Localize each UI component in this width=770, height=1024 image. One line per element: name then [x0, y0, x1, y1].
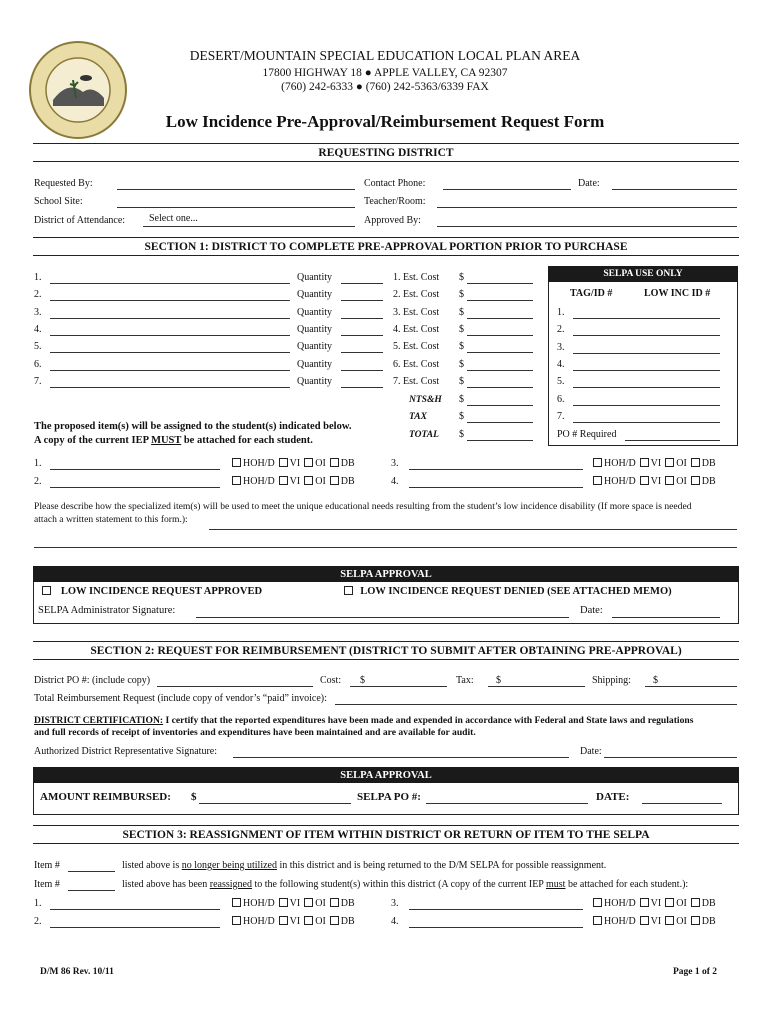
- assign-note-1: The proposed item(s) will be assigned to the student(s) indicated below.: [34, 421, 352, 432]
- requested-by-label: Requested By:: [34, 178, 93, 189]
- oi-checkbox[interactable]: [304, 458, 313, 467]
- reassign-line-1: listed above is no longer being utilized in this district and is being returned to the D/M SELPA for possible reassignment.: [122, 860, 607, 871]
- vi-checkbox[interactable]: [640, 458, 649, 467]
- est-cost-label: 2. Est. Cost: [393, 289, 440, 301]
- est-cost-label: 5. Est. Cost: [393, 341, 440, 353]
- vi-checkbox[interactable]: [279, 476, 288, 485]
- hohd-checkbox-label: HOH/D: [243, 898, 275, 909]
- vi-checkbox-label: VI: [650, 898, 662, 909]
- describe-field-2[interactable]: [34, 547, 737, 548]
- date-field[interactable]: [612, 189, 737, 190]
- est-cost-field[interactable]: [467, 387, 533, 388]
- student-name-field[interactable]: [409, 909, 583, 910]
- org-name: DESERT/MOUNTAIN SPECIAL EDUCATION LOCAL PLAN AREA: [189, 48, 581, 63]
- selpa-approval-heading-2: SELPA APPROVAL: [33, 767, 739, 783]
- quantity-field[interactable]: [341, 370, 383, 371]
- disability-checkboxes: [228, 458, 355, 470]
- amount-reimbursed-label: AMOUNT REIMBURSED:: [40, 791, 171, 803]
- student-name-field[interactable]: [50, 469, 220, 470]
- date-label: Date:: [578, 178, 600, 189]
- hohd-checkbox-label: HOH/D: [604, 475, 636, 487]
- tax-field[interactable]: [467, 422, 533, 423]
- hohd-checkbox[interactable]: [232, 458, 241, 467]
- vi-checkbox-label: VI: [289, 475, 301, 487]
- selpa-row-number: 7.: [557, 410, 565, 422]
- quantity-field[interactable]: [341, 300, 383, 301]
- district-po-field[interactable]: [157, 686, 313, 687]
- describe-text-2: attach a written statement to this form.):: [34, 514, 188, 525]
- student-number: 3.: [391, 898, 399, 909]
- vi-checkbox-label: VI: [650, 915, 662, 927]
- total-dollar: $: [459, 429, 464, 440]
- item-description-field[interactable]: [50, 370, 290, 371]
- section2-heading: SECTION 2: REQUEST FOR REIMBURSEMENT (DISTRICT TO SUBMIT AFTER OBTAINING PRE-APPROVAL): [33, 641, 739, 660]
- approval1-date-field[interactable]: [612, 617, 720, 618]
- est-cost-label: 6. Est. Cost: [393, 358, 440, 370]
- hohd-checkbox-label: HOH/D: [243, 458, 275, 469]
- student-number: 4.: [391, 475, 399, 487]
- oi-checkbox-label: OI: [676, 475, 687, 487]
- item-number: 3.: [34, 306, 42, 318]
- vi-checkbox[interactable]: [279, 916, 288, 925]
- disability-checkboxes: [589, 916, 716, 928]
- quantity-label: Quantity: [297, 272, 332, 283]
- denied-checkbox[interactable]: [344, 586, 353, 595]
- approval2-date-label: DATE:: [596, 791, 630, 803]
- tax-dollar: $: [459, 411, 464, 422]
- hohd-checkbox[interactable]: [593, 898, 602, 907]
- auth-signature-label: Authorized District Representative Signature:: [34, 746, 218, 757]
- approved-option[interactable]: LOW INCIDENCE REQUEST APPROVED: [38, 586, 262, 598]
- db-checkbox-label: DB: [340, 915, 355, 927]
- section1-heading: SECTION 1: DISTRICT TO COMPLETE PRE-APPROVAL PORTION PRIOR TO PURCHASE: [33, 237, 739, 256]
- cost-label: Cost:: [320, 675, 342, 686]
- org-phone: (760) 242-6333 ● (760) 242-5363/6339 FAX: [281, 81, 489, 93]
- selpa-row-number: 3.: [557, 341, 565, 353]
- est-cost-dollar: $: [459, 323, 464, 335]
- student-name-field[interactable]: [50, 909, 220, 910]
- quantity-label: Quantity: [297, 358, 332, 370]
- requesting-district-heading: REQUESTING DISTRICT: [33, 143, 739, 162]
- student-name-field[interactable]: [50, 487, 220, 488]
- quantity-label: Quantity: [297, 375, 332, 387]
- contact-phone-field[interactable]: [443, 189, 571, 190]
- total-request-label: Total Reimbursement Request (include copy of vendor’s “paid” invoice):: [34, 693, 327, 704]
- denied-option[interactable]: LOW INCIDENCE REQUEST DENIED (SEE ATTACHED MEMO): [340, 586, 672, 598]
- vi-checkbox[interactable]: [279, 898, 288, 907]
- quantity-label: Quantity: [297, 341, 332, 353]
- po-required-label: PO # Required: [557, 429, 617, 440]
- item-description-field[interactable]: [50, 300, 290, 301]
- district-select[interactable]: Select one...: [149, 213, 198, 224]
- selpa-row-number: 1.: [557, 307, 565, 318]
- student-number: 1.: [34, 458, 42, 469]
- selpa-row-number: 2.: [557, 324, 565, 336]
- s2-date-label: Date:: [580, 746, 602, 757]
- item-number: 1.: [34, 272, 42, 283]
- auth-signature-field[interactable]: [233, 757, 569, 758]
- item-description-field[interactable]: [50, 335, 290, 336]
- est-cost-label: 1. Est. Cost: [393, 272, 440, 283]
- shipping-label: Shipping:: [592, 675, 631, 686]
- selpa-po-field[interactable]: [426, 803, 588, 804]
- oi-checkbox-label: OI: [676, 915, 687, 927]
- selpa-row-field[interactable]: [573, 335, 720, 336]
- cost-field[interactable]: [350, 686, 447, 687]
- approval1-date-label: Date:: [580, 605, 603, 616]
- form-id: D/M 86 Rev. 10/11: [40, 967, 114, 977]
- section3-heading: SECTION 3: REASSIGNMENT OF ITEM WITHIN DISTRICT OR RETURN OF ITEM TO THE SELPA: [33, 825, 739, 844]
- disability-checkboxes: [589, 898, 716, 910]
- item-label-2: Item #: [34, 879, 60, 890]
- disability-checkboxes: [228, 476, 355, 488]
- db-checkbox[interactable]: [691, 458, 700, 467]
- selpa-admin-signature-label: SELPA Administrator Signature:: [38, 605, 176, 616]
- shipping-field[interactable]: [645, 686, 737, 687]
- hohd-checkbox-label: HOH/D: [243, 915, 275, 927]
- quantity-field[interactable]: [341, 318, 383, 319]
- est-cost-field[interactable]: [467, 370, 533, 371]
- hohd-checkbox[interactable]: [593, 916, 602, 925]
- selpa-approval-heading-1: SELPA APPROVAL: [33, 566, 739, 582]
- selpa-po-label: SELPA PO #:: [357, 791, 421, 803]
- db-checkbox-label: DB: [340, 898, 355, 909]
- vi-checkbox-label: VI: [289, 898, 301, 909]
- approval2-date-field[interactable]: [642, 803, 722, 804]
- est-cost-dollar: $: [459, 375, 464, 387]
- district-select-line: [143, 226, 355, 227]
- quantity-label: Quantity: [297, 323, 332, 335]
- db-checkbox-label: DB: [701, 475, 716, 487]
- oi-checkbox[interactable]: [665, 458, 674, 467]
- approved-by-field[interactable]: [437, 226, 737, 227]
- db-checkbox-label: DB: [701, 458, 716, 469]
- student-name-field[interactable]: [409, 927, 583, 928]
- certification-text-2: and full records of receipt of inventories and expenditures have been maintained and are available for audit.: [34, 727, 476, 738]
- page-number: Page 1 of 2: [673, 967, 718, 977]
- est-cost-field[interactable]: [467, 352, 533, 353]
- item-number: 7.: [34, 375, 42, 387]
- selpa-row-field[interactable]: [573, 318, 720, 319]
- db-checkbox-label: DB: [701, 915, 716, 927]
- selpa-row-number: 6.: [557, 393, 565, 405]
- disability-checkboxes: [228, 898, 355, 910]
- quantity-label: Quantity: [297, 306, 332, 318]
- disability-checkboxes: [228, 916, 355, 928]
- po-required-field[interactable]: [625, 440, 720, 441]
- amount-reimbursed-field[interactable]: [199, 803, 351, 804]
- est-cost-dollar: $: [459, 358, 464, 370]
- ntsh-field[interactable]: [467, 405, 533, 406]
- student-name-field[interactable]: [409, 469, 583, 470]
- approved-checkbox[interactable]: [42, 586, 51, 595]
- hohd-checkbox-label: HOH/D: [243, 475, 275, 487]
- hohd-checkbox[interactable]: [593, 476, 602, 485]
- quantity-label: Quantity: [297, 289, 332, 301]
- student-number: 2.: [34, 915, 42, 927]
- est-cost-field[interactable]: [467, 283, 533, 284]
- item-number: 2.: [34, 289, 42, 301]
- disability-checkboxes: [589, 476, 716, 488]
- vi-checkbox-label: VI: [289, 915, 301, 927]
- oi-checkbox[interactable]: [665, 898, 674, 907]
- oi-checkbox[interactable]: [665, 916, 674, 925]
- requested-by-field[interactable]: [117, 189, 355, 190]
- hohd-checkbox-label: HOH/D: [604, 898, 636, 909]
- item-number: 5.: [34, 341, 42, 353]
- ntsh-dollar: $: [459, 394, 464, 405]
- est-cost-dollar: $: [459, 341, 464, 353]
- item-description-field[interactable]: [50, 318, 290, 319]
- tax-label: TAX: [409, 412, 427, 422]
- vi-checkbox-label: VI: [650, 458, 662, 469]
- vi-checkbox[interactable]: [640, 898, 649, 907]
- selpa-admin-signature-field[interactable]: [196, 617, 569, 618]
- quantity-field[interactable]: [341, 352, 383, 353]
- vi-checkbox-label: VI: [289, 458, 301, 469]
- ntsh-label: NTS&H: [409, 395, 442, 405]
- item-description-field[interactable]: [50, 283, 290, 284]
- total-request-field[interactable]: [335, 704, 737, 705]
- teacher-room-field[interactable]: [437, 207, 737, 208]
- db-checkbox-label: DB: [340, 458, 355, 469]
- student-number: 2.: [34, 475, 42, 487]
- quantity-field[interactable]: [341, 387, 383, 388]
- hohd-checkbox-label: HOH/D: [604, 915, 636, 927]
- item-description-field[interactable]: [50, 387, 290, 388]
- form-title: Low Incidence Pre-Approval/Reimbursement Request Form: [165, 112, 605, 131]
- selpa-row-field[interactable]: [573, 387, 720, 388]
- selpa-row-field[interactable]: [573, 353, 720, 354]
- est-cost-field[interactable]: [467, 335, 533, 336]
- item-number: 4.: [34, 323, 42, 335]
- oi-checkbox-label: OI: [315, 458, 326, 469]
- vi-checkbox-label: VI: [650, 475, 662, 487]
- db-checkbox[interactable]: [691, 476, 700, 485]
- student-number: 4.: [391, 915, 399, 927]
- selpa-row-number: 4.: [557, 358, 565, 370]
- oi-checkbox[interactable]: [304, 476, 313, 485]
- describe-text-1: Please describe how the specialized item(s) will be used to meet the unique educational needs resulting from the student’s low incidence disability (If more space is needed: [34, 501, 692, 512]
- total-field[interactable]: [467, 440, 533, 441]
- student-name-field[interactable]: [409, 487, 583, 488]
- district-attendance-label: District of Attendance:: [34, 215, 126, 226]
- est-cost-dollar: $: [459, 272, 464, 283]
- est-cost-dollar: $: [459, 306, 464, 318]
- assign-note-2: A copy of the current IEP MUST be attached for each student.: [34, 435, 313, 446]
- oi-checkbox-label: OI: [676, 898, 687, 909]
- teacher-room-label: Teacher/Room:: [364, 196, 426, 207]
- oi-checkbox[interactable]: [665, 476, 674, 485]
- selpa-row-field[interactable]: [573, 370, 720, 371]
- hohd-checkbox[interactable]: [593, 458, 602, 467]
- quantity-field[interactable]: [341, 283, 383, 284]
- student-number: 1.: [34, 898, 42, 909]
- vi-checkbox[interactable]: [640, 476, 649, 485]
- selpa-use-only-heading: SELPA USE ONLY: [548, 266, 738, 282]
- item-label-1: Item #: [34, 860, 60, 871]
- est-cost-label: 3. Est. Cost: [393, 306, 440, 318]
- est-cost-label: 4. Est. Cost: [393, 323, 440, 335]
- total-label: TOTAL: [409, 430, 439, 440]
- describe-field-1[interactable]: [209, 529, 737, 530]
- vi-checkbox[interactable]: [640, 916, 649, 925]
- school-site-field[interactable]: [117, 207, 355, 208]
- student-name-field[interactable]: [50, 927, 220, 928]
- oi-checkbox-label: OI: [315, 475, 326, 487]
- quantity-field[interactable]: [341, 335, 383, 336]
- s2-tax-label: Tax:: [456, 675, 474, 686]
- reassign-line-2: listed above has been reassigned to the following student(s) within this district (A copy of the current IEP must be attached for each student.):: [122, 879, 689, 890]
- amount-dollar: $: [191, 791, 197, 803]
- db-checkbox[interactable]: [330, 458, 339, 467]
- item-description-field[interactable]: [50, 352, 290, 353]
- est-cost-dollar: $: [459, 289, 464, 301]
- org-address: 17800 HIGHWAY 18 ● APPLE VALLEY, CA 92307: [262, 67, 508, 79]
- db-checkbox[interactable]: [330, 476, 339, 485]
- student-number: 3.: [391, 458, 399, 469]
- s2-tax-dollar: $: [496, 675, 501, 686]
- selpa-row-field[interactable]: [573, 405, 720, 406]
- hohd-checkbox[interactable]: [232, 916, 241, 925]
- db-checkbox[interactable]: [330, 898, 339, 907]
- oi-checkbox-label: OI: [315, 898, 326, 909]
- school-site-label: School Site:: [34, 196, 83, 207]
- low-inc-id-label: LOW INC ID #: [644, 288, 711, 299]
- tag-id-label: TAG/ID #: [570, 288, 613, 299]
- oi-checkbox[interactable]: [304, 916, 313, 925]
- selpa-row-field[interactable]: [573, 422, 720, 423]
- oi-checkbox-label: OI: [676, 458, 687, 469]
- vi-checkbox[interactable]: [279, 458, 288, 467]
- hohd-checkbox-label: HOH/D: [604, 458, 636, 469]
- item-field-1[interactable]: [68, 871, 115, 872]
- district-po-label: District PO #: (include copy): [34, 675, 151, 686]
- oi-checkbox[interactable]: [304, 898, 313, 907]
- est-cost-field[interactable]: [467, 300, 533, 301]
- item-number: 6.: [34, 358, 42, 370]
- item-field-2[interactable]: [68, 890, 115, 891]
- hohd-checkbox[interactable]: [232, 476, 241, 485]
- s2-tax-field[interactable]: [488, 686, 585, 687]
- est-cost-field[interactable]: [467, 318, 533, 319]
- db-checkbox-label: DB: [701, 898, 716, 909]
- contact-phone-label: Contact Phone:: [364, 178, 426, 189]
- approved-by-label: Approved By:: [364, 215, 421, 226]
- selpa-row-number: 5.: [557, 376, 565, 388]
- db-checkbox[interactable]: [691, 898, 700, 907]
- db-checkbox-label: DB: [340, 475, 355, 487]
- certification-text-1: DISTRICT CERTIFICATION: I certify that the reported expenditures have been made and expended in accordance with Federal and State laws and regulations: [34, 715, 694, 726]
- db-checkbox[interactable]: [330, 916, 339, 925]
- disability-checkboxes: [589, 458, 716, 470]
- shipping-dollar: $: [653, 675, 658, 686]
- oi-checkbox-label: OI: [315, 915, 326, 927]
- s2-date-field[interactable]: [604, 757, 737, 758]
- cost-dollar: $: [360, 675, 365, 686]
- est-cost-label: 7. Est. Cost: [393, 375, 440, 387]
- hohd-checkbox[interactable]: [232, 898, 241, 907]
- db-checkbox[interactable]: [691, 916, 700, 925]
